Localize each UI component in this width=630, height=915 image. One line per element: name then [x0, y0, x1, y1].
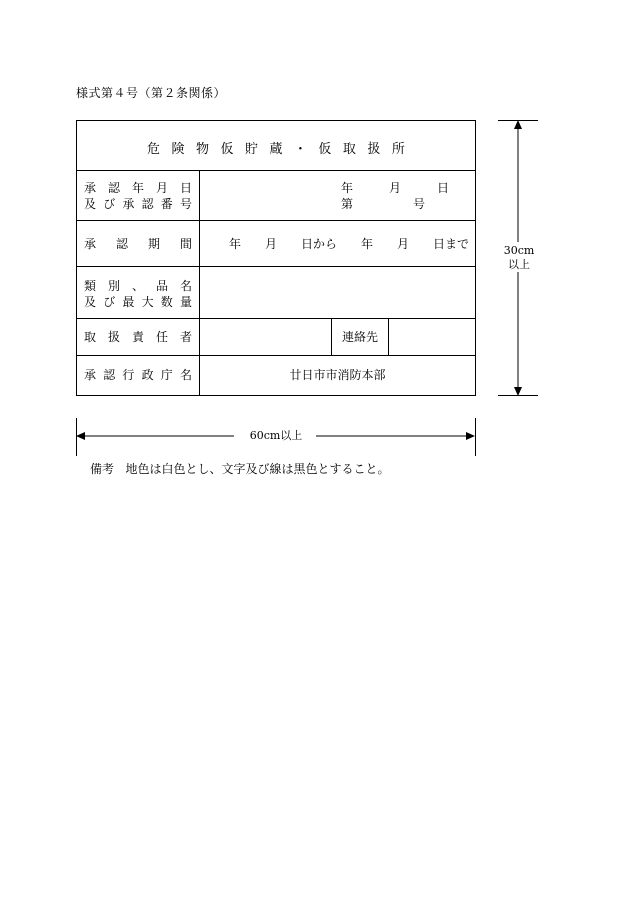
month-unit: 月: [389, 181, 402, 195]
label-line: [84, 295, 192, 309]
authority-label: [77, 356, 200, 395]
title-char: 扱: [367, 142, 381, 157]
label-char: 政: [141, 368, 154, 382]
label-char: 日: [179, 181, 192, 195]
approval-date-value: [200, 171, 475, 220]
label-char: 品: [155, 279, 168, 293]
authority-name: 廿日市市消防本部: [289, 368, 386, 382]
label-line: [84, 237, 192, 251]
height-label: [500, 244, 538, 272]
title-char: 仮: [318, 142, 332, 157]
form-number: 様式第４号（第２条関係）: [76, 86, 227, 100]
authority-row: [77, 356, 475, 395]
label-char: 承: [84, 368, 97, 382]
manager-name-cell: [200, 319, 332, 355]
title-row: [77, 121, 475, 171]
label-char: 最: [122, 295, 135, 309]
number-prefix: 第: [341, 197, 354, 211]
manager-label: [77, 319, 200, 355]
label-char: 月: [155, 181, 168, 195]
title-char: 物: [195, 142, 209, 157]
label-char: 名: [179, 368, 192, 382]
to-day-unit: 日まで: [433, 237, 470, 251]
approval-period-label: [77, 221, 200, 266]
label-char: 名: [179, 279, 192, 293]
label-char: 及: [84, 295, 97, 309]
label-line: [84, 197, 192, 211]
label-char: 承: [84, 237, 97, 251]
label-char: 責: [131, 330, 144, 344]
title-char: 危: [147, 142, 161, 157]
authority-value-cell: [200, 356, 475, 395]
label-char: 認: [115, 237, 128, 251]
label-char: 期: [147, 237, 160, 251]
year-unit: 年: [341, 181, 354, 195]
label-char: 認: [107, 181, 120, 195]
label-char: 間: [179, 237, 192, 251]
label-char: 量: [179, 295, 192, 309]
sign-title: [147, 138, 405, 157]
width-label: 60cm以上: [236, 429, 316, 443]
label-char: 承: [122, 197, 135, 211]
label-char: 認: [103, 368, 116, 382]
title-char: 蔵: [269, 142, 283, 157]
contact-label: 連絡先: [342, 330, 379, 344]
height-label-line: 以上: [508, 258, 530, 271]
approval-date-row: [77, 171, 475, 221]
label-char: び: [103, 295, 116, 309]
label-line: [84, 368, 192, 382]
label-char: 承: [84, 181, 97, 195]
sign-table: [76, 120, 476, 396]
label-char: 庁: [160, 368, 173, 382]
contact-label-cell: [332, 319, 389, 355]
to-month-unit: 月: [397, 237, 410, 251]
label-char: 数: [160, 295, 173, 309]
note-label: 備考: [90, 462, 115, 476]
category-label: [77, 267, 200, 318]
approval-period-row: [77, 221, 475, 267]
title-char: 仮: [220, 142, 234, 157]
contact-value-cell: [389, 319, 475, 355]
number-suffix: 号: [413, 197, 426, 211]
label-char: 号: [179, 197, 192, 211]
manager-row: [77, 319, 475, 356]
label-char: 年: [131, 181, 144, 195]
title-char: 取: [342, 142, 356, 157]
label-char: 番: [160, 197, 173, 211]
day-unit: 日: [437, 181, 450, 195]
category-value: [200, 267, 475, 318]
approval-period-value: [200, 221, 475, 266]
height-label-line: 30cm: [503, 244, 535, 257]
title-char: 貯: [244, 142, 258, 157]
category-row: [77, 267, 475, 319]
label-char: 及: [84, 197, 97, 211]
label-char: 扱: [107, 330, 120, 344]
label-char: 類: [84, 279, 97, 293]
label-line: [84, 279, 192, 293]
from-day-unit: 日から: [301, 237, 338, 251]
note-text: 地色は白色とし、文字及び線は黒色とすること。: [125, 462, 390, 476]
title-char: 険: [171, 142, 185, 157]
label-char: 認: [141, 197, 154, 211]
label-line: [84, 181, 192, 195]
label-char: 者: [179, 330, 192, 344]
label-char: 別: [107, 279, 120, 293]
label-char: 任: [155, 330, 168, 344]
label-line: [84, 330, 192, 344]
to-year-unit: 年: [361, 237, 374, 251]
title-char: 所: [391, 142, 405, 157]
approval-date-label: [77, 171, 200, 220]
label-char: 、: [131, 279, 144, 293]
label-char: 取: [84, 330, 97, 344]
label-char: 行: [122, 368, 135, 382]
from-month-unit: 月: [265, 237, 278, 251]
label-char: び: [103, 197, 116, 211]
from-year-unit: 年: [229, 237, 242, 251]
note: [90, 460, 389, 477]
title-char: ・: [293, 142, 307, 157]
label-char: 大: [141, 295, 154, 309]
